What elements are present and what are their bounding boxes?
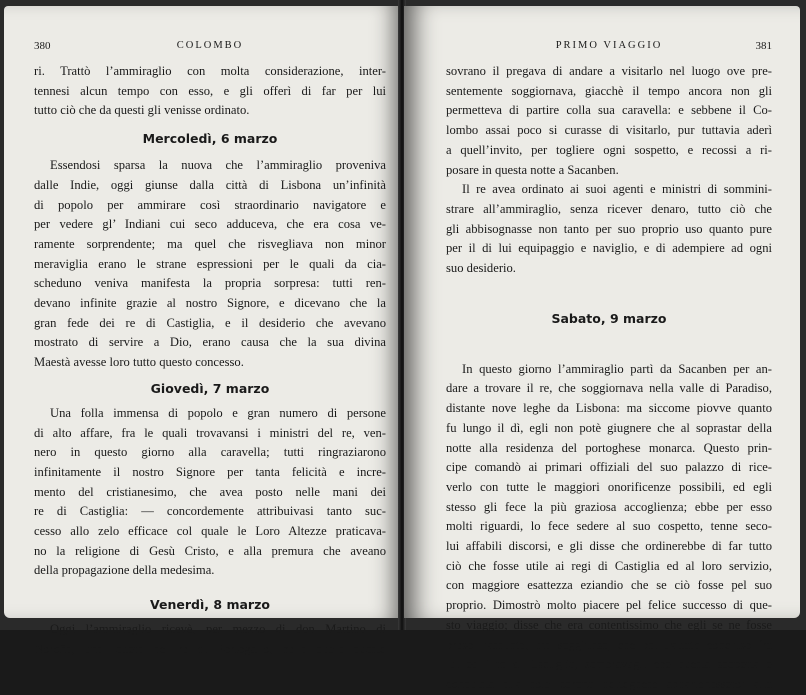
- text-line: notte alla residenza del portoghese monarca. Questo prin-: [446, 440, 772, 455]
- right-page-number: 381: [755, 40, 772, 52]
- text-line: dalle Indie, oggi giunse dalla città di Lisbona un’infinità: [34, 177, 386, 192]
- text-line: In questo giorno l’ammiraglio partì da Sacanben per an-: [462, 361, 772, 376]
- text-line: conquista alla sola corona portoghese appartenessero: alla: [446, 676, 772, 691]
- text-line: tutto ciò che da questi gli venisse ordinato.: [34, 103, 250, 118]
- text-line: gran fede dei re di Castiglia, e il desiderio che avevano: [34, 315, 386, 330]
- text-line: sovrano il pregava di andare a visitarlo nel luogo ove pre-: [446, 64, 772, 78]
- text-line: lui affabili discorsi, e gli disse che ordinerebbe di far tutto: [446, 539, 772, 554]
- text-line: stesso gli fece la più graziosa accoglienza; ebbe per esso: [446, 499, 772, 514]
- left-page-number: 380: [34, 40, 51, 52]
- text-line: sentemente soggiornava, giacchè il tempo ancora non gli: [446, 83, 772, 98]
- left-paragraph-2: [34, 156, 386, 373]
- left-paragraph-4: [34, 620, 386, 659]
- text-line: lombo assai poco si curasse di visitarlo, pur tuttavia aderì: [446, 123, 772, 138]
- right-running-head: [446, 40, 772, 58]
- text-line: Il re avea ordinato ai suoi agenti e ministri di sommini-: [462, 182, 772, 197]
- text-line: molti riguardi, lo fece sedere al suo cospetto, tenne seco-: [446, 519, 772, 534]
- text-line: Noroña, una lettera del re di Portogallo, nella quale questo: [34, 641, 386, 656]
- text-line: fu lungo il dì, egli non potè giugnere che al soprastar della: [446, 420, 772, 435]
- text-line: tennesi alcun tempo con esso, e gli offerì di far per lui: [34, 83, 386, 98]
- right-paragraph-3: [446, 360, 772, 695]
- left-running-title: COLOMBO: [176, 40, 244, 51]
- right-running-title: PRIMO VIAGGIO: [555, 40, 663, 51]
- text-line: verlo con tutte le maggiori onorificenze possibili, ed egli: [446, 479, 772, 494]
- date-heading: Sabato, 9 marzo: [551, 310, 667, 326]
- text-line: lui ed i re di Castiglia, sembravagli che questa scoperta e: [446, 657, 772, 672]
- text-line: ramente sorprendente; ma quel che risvegliava non minor: [34, 236, 386, 251]
- text-line: mento del cristianesimo, che avea posto nelle mani dei: [34, 484, 386, 499]
- text-line: di popolo per ammirare così straordinario navigatore e: [34, 197, 386, 212]
- text-line: della propagazione della medesima.: [34, 563, 215, 578]
- left-paragraph-1: [34, 62, 386, 121]
- left-running-head: [34, 40, 386, 58]
- text-line: a quell’invito, per togliere ogni sospetto, e recossi a ri-: [446, 142, 772, 157]
- text-line: per il di lui equipaggio e naviglio, e di adempiere ad ogni: [446, 241, 772, 256]
- text-line: cesso allo zelo efficace col quale le Loro Altezze praticava-: [34, 524, 386, 539]
- text-line: infinitamente il nostro Signore per tanta felicità e incre-: [34, 464, 386, 479]
- date-heading: Venerdì, 8 marzo: [150, 597, 270, 613]
- text-line: preso l’assunto, ma soggiunse, che pel trattato concluso fra: [446, 637, 772, 652]
- text-line: gli abbisognasse non tanto per suo proprio uso quanto pure: [446, 221, 772, 236]
- right-paragraph-1: [446, 62, 772, 180]
- text-line: Maestà avesse loro tutto questo concesso.: [34, 355, 244, 370]
- text-line: cipe comandò ai primari offiziali del suo palazzo di rice-: [446, 460, 772, 475]
- date-heading: Mercoledì, 6 marzo: [142, 131, 278, 147]
- text-line: di alto affare, fra le quali trovavansi i ministri del re, ven-: [34, 425, 386, 440]
- text-line: proprio. Dimostrò molto piacere pel felice successo di que-: [446, 598, 772, 613]
- left-paragraph-3: [34, 404, 386, 581]
- text-line: permetteva di partire colla sua caravella: e sebbene il Co-: [446, 103, 772, 118]
- text-line: dare a trovare il re, che soggiornava nella valle di Paradiso,: [446, 381, 772, 396]
- text-line: meraviglia erano le strane espressioni per le quali da cia-: [34, 256, 386, 271]
- text-line: mostrato di servire a Dio, erano causa che la sua divina: [34, 335, 386, 350]
- left-body: [34, 62, 386, 660]
- text-line: devano infinite grazie al nostro Signore, e dicevano che la: [34, 296, 386, 311]
- date-heading: Giovedì, 7 marzo: [150, 380, 270, 396]
- text-line: sto viaggio; disse che era contentissimo che egli se ne fosse: [446, 617, 772, 632]
- right-page: [404, 6, 800, 691]
- text-line: Oggi l’ammiraglio ricevè, per mezzo di don Martino di: [50, 622, 386, 637]
- text-line: distante nove leghe da Lisbona: ma siccome piovve quanto: [446, 401, 772, 416]
- right-paragraph-2: [446, 180, 772, 279]
- text-line: scheduno veniva manifesta la propria sorpresa: tutti ren-: [34, 276, 386, 291]
- text-line: nero in questo giorno alla caravella; tutti ringraziarono: [34, 445, 386, 460]
- text-line: Essendosi sparsa la nuova che l’ammiraglio proveniva: [50, 158, 386, 173]
- text-line: no la religione di Gesù Cristo, e alla premura che aveano: [34, 543, 386, 558]
- text-line: re di Castiglia: — concordemente attribuivasi tanto suc-: [34, 504, 386, 519]
- text-line: per vedere gl’ Indiani cui seco adduceva, che era cosa ve-: [34, 217, 386, 232]
- text-line: strare all’ammiraglio, senza ricever denaro, tutto ciò che: [446, 201, 772, 216]
- text-line: suo desiderio.: [446, 261, 516, 276]
- text-line: ciò che fosse utile ai regi di Castiglia ed al loro servizio,: [446, 558, 772, 573]
- text-line: Una folla immensa di popolo e gran numero di persone: [50, 405, 386, 420]
- text-line: con maggiore esattezza eziandio che se ciò fosse pel suo: [446, 578, 772, 593]
- text-line: posare in questa notte a Sacanben.: [446, 162, 619, 177]
- left-page: [4, 6, 400, 656]
- right-body: [446, 62, 772, 695]
- text-line: ri. Trattò l’ammiraglio con molta considerazione, inter-: [34, 64, 386, 78]
